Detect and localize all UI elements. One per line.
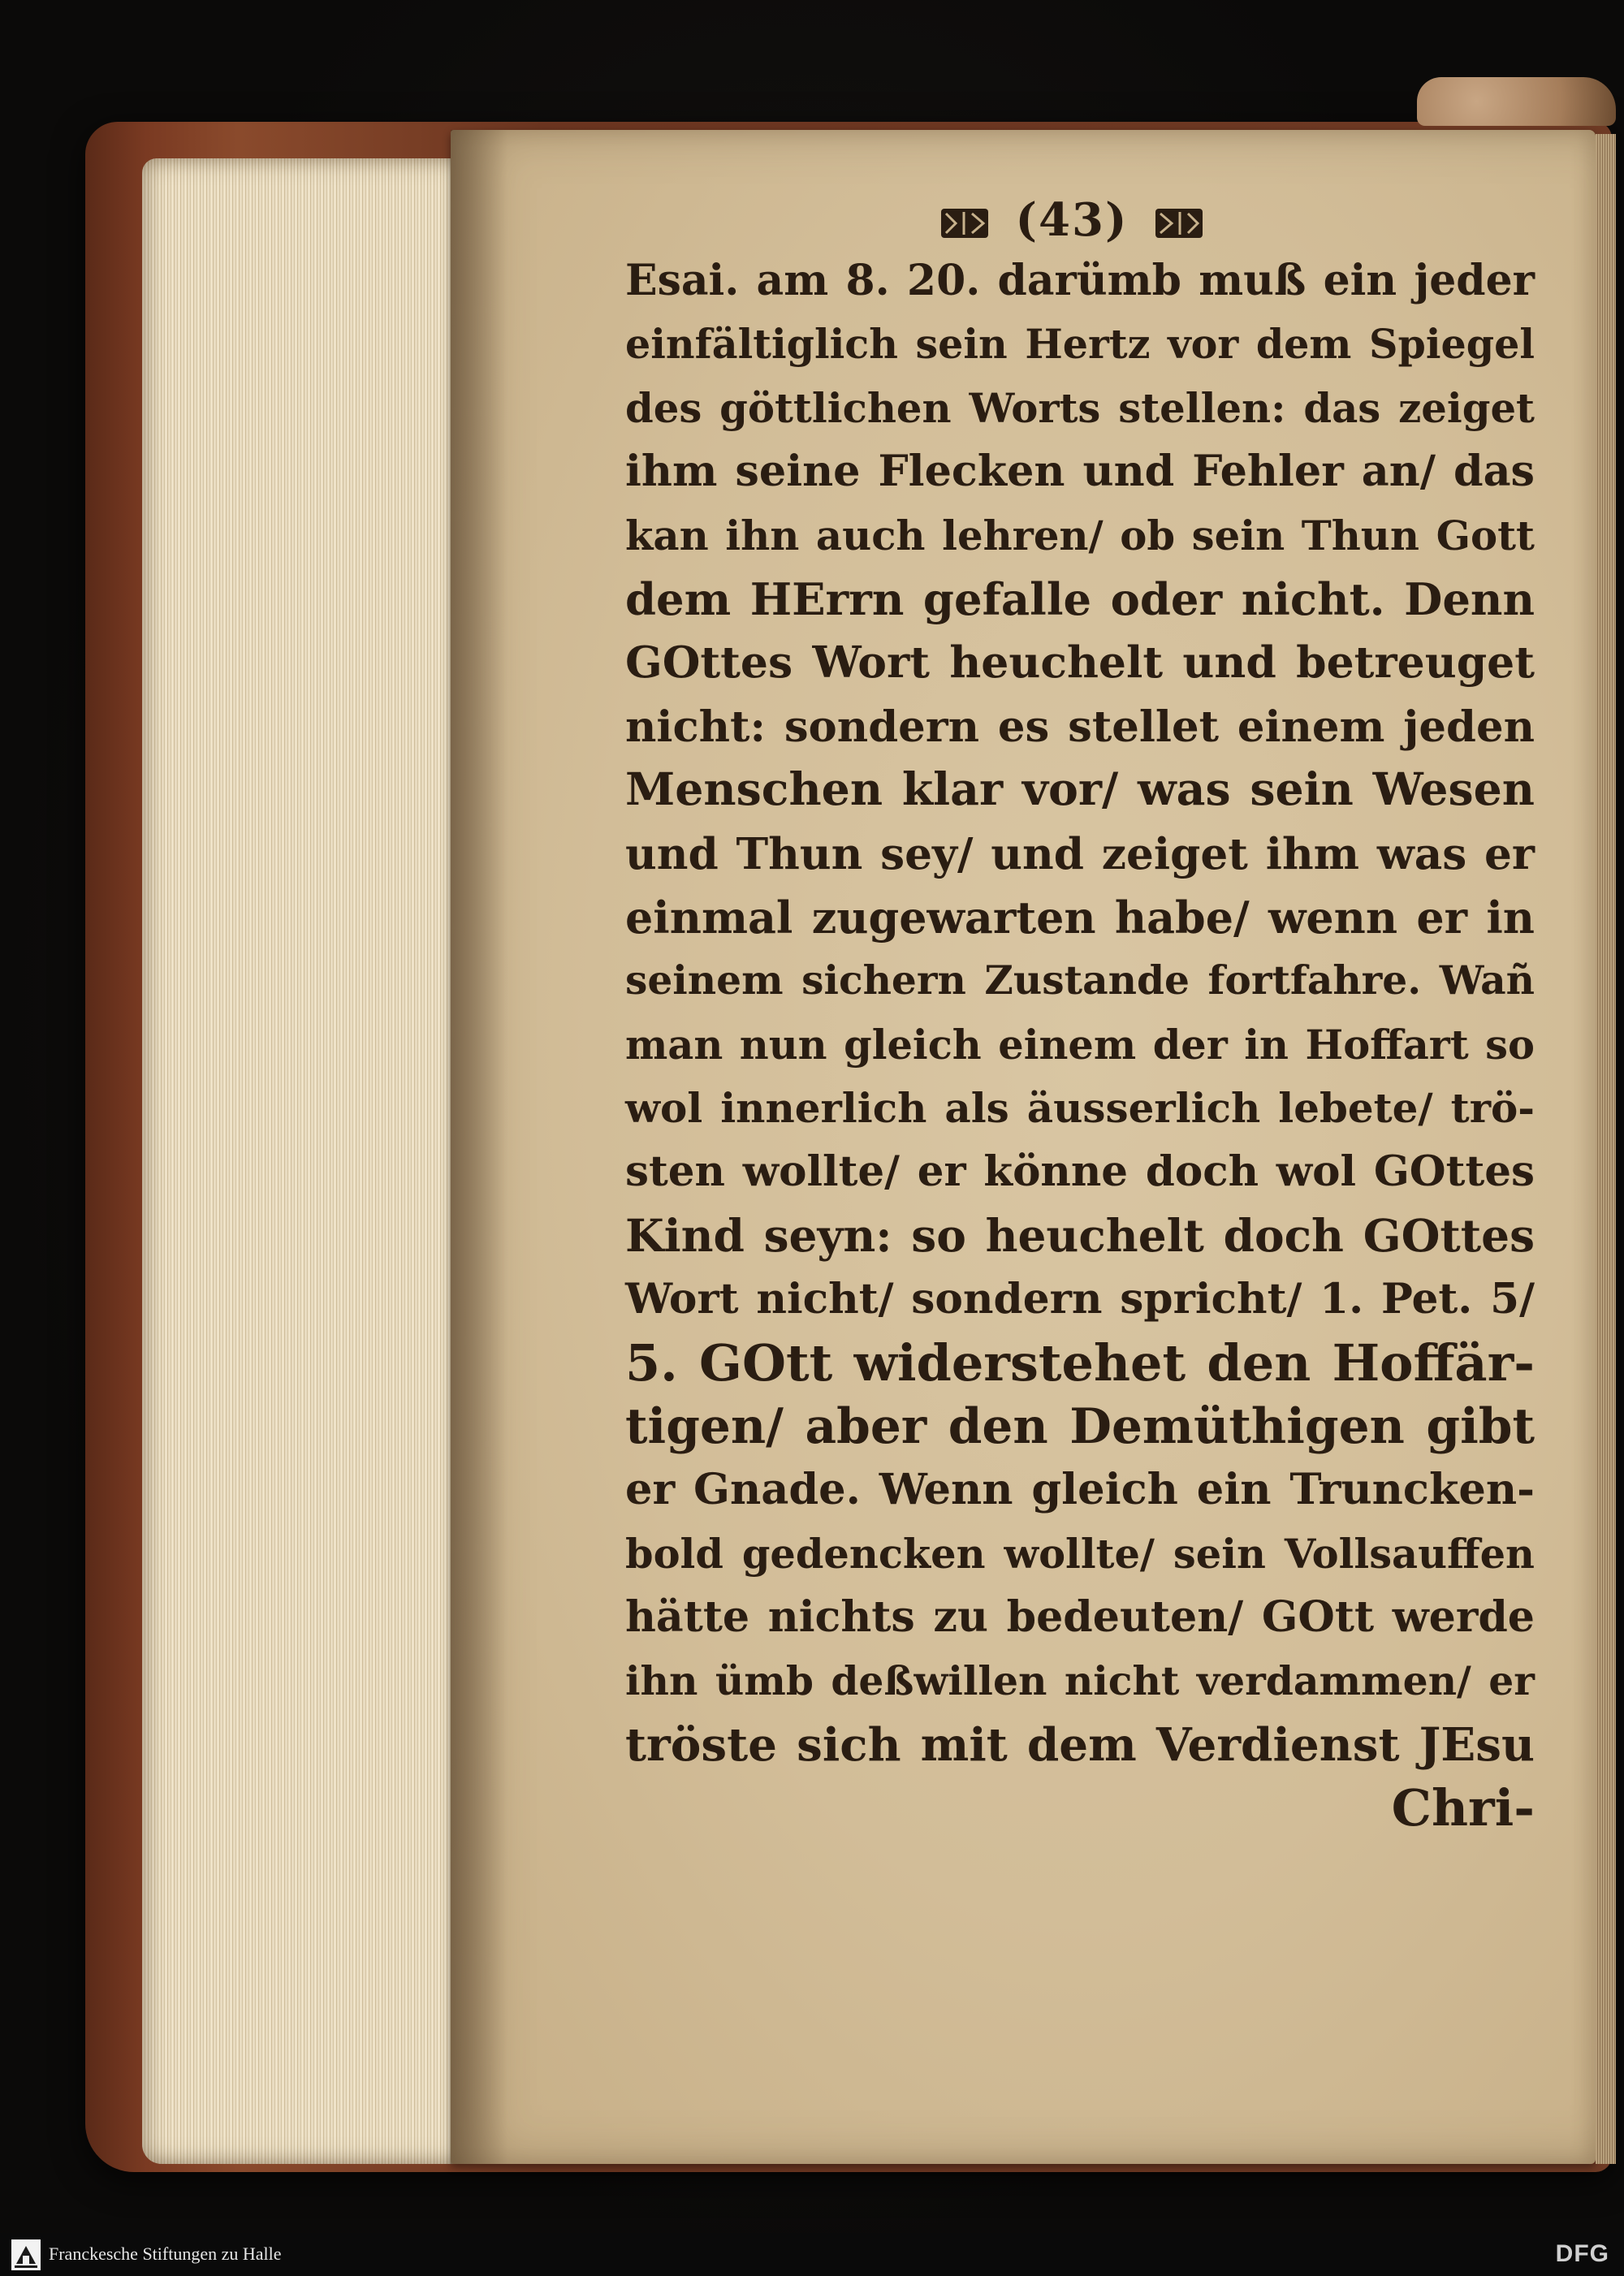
text-line: GOttes Wort heuchelt und betreuget [625,637,1535,689]
dfg-logo: DFG [1555,2240,1609,2267]
text-line: tröste sich mit dem Verdienst JEsu [625,1717,1535,1772]
text-line: bold gedencken wollte/ sein Vollsauffen [625,1530,1535,1578]
text-line: man nun gleich einem der in Hoffart so [625,1021,1535,1069]
institution-logo-icon [11,2239,41,2270]
book-headband [1417,77,1616,126]
text-line: sten wollte/ er könne doch wol GOttes [625,1147,1535,1197]
catchword: Chri- [1391,1778,1535,1838]
text-line: einfältiglich sein Hertz vor dem Spiegel [625,321,1535,369]
text-line: Kind seyn: so heuchelt doch GOttes [625,1208,1535,1262]
page-gutter-shadow [451,130,508,2164]
text-line: einmal zugewarten habe/ wenn er in [625,891,1535,944]
text-line: und Thun sey/ und zeiget ihm was er [625,827,1535,879]
text-line: ihn ümb deßwillen nicht verdammen/ er [625,1657,1535,1704]
text-line: wol innerlich als äusserlich lebete/ trö- [625,1084,1535,1133]
text-line: hätte nichts zu bedeuten/ GOtt werde [625,1592,1535,1643]
text-line: des göttlichen Worts stellen: das zeiget [625,383,1535,432]
text-line: Menschen klar vor/ was sein Wesen [625,763,1535,817]
text-line: tigen/ aber den Demüthigen gibt [625,1398,1535,1456]
page-header [609,191,1535,249]
text-line: er Gnade. Wenn gleich ein Truncken- [625,1465,1535,1515]
institution-name: Franckesche Stiftungen zu Halle [49,2244,282,2264]
text-line: seinem sichern Zustande fortfahre. Wañ [625,957,1535,1004]
right-ornament-icon [1154,205,1204,241]
page-text-block [625,191,1535,1841]
right-page-edge [1596,134,1616,2164]
text-line: Wort nicht/ sondern spricht/ 1. Pet. 5/ [625,1274,1535,1324]
text-line: ihm seine Flecken und Fehler an/ das [625,447,1535,497]
text-line: dem HErrn gefalle oder nicht. Denn [625,572,1535,625]
viewer-footer [0,2233,1624,2276]
text-line: Esai. am 8. 20. darümb muß ein jeder [625,256,1535,305]
page-number: (43) [1015,193,1129,247]
left-ornament-icon [939,205,990,241]
text-line: kan ihn auch lehren/ ob sein Thun Gott [625,511,1535,559]
text-line: 5. GOtt widerstehet den Hoffär- [625,1332,1535,1393]
text-line: nicht: sondern es stellet einem jeden [625,701,1535,752]
page-stack-edges [142,158,483,2164]
